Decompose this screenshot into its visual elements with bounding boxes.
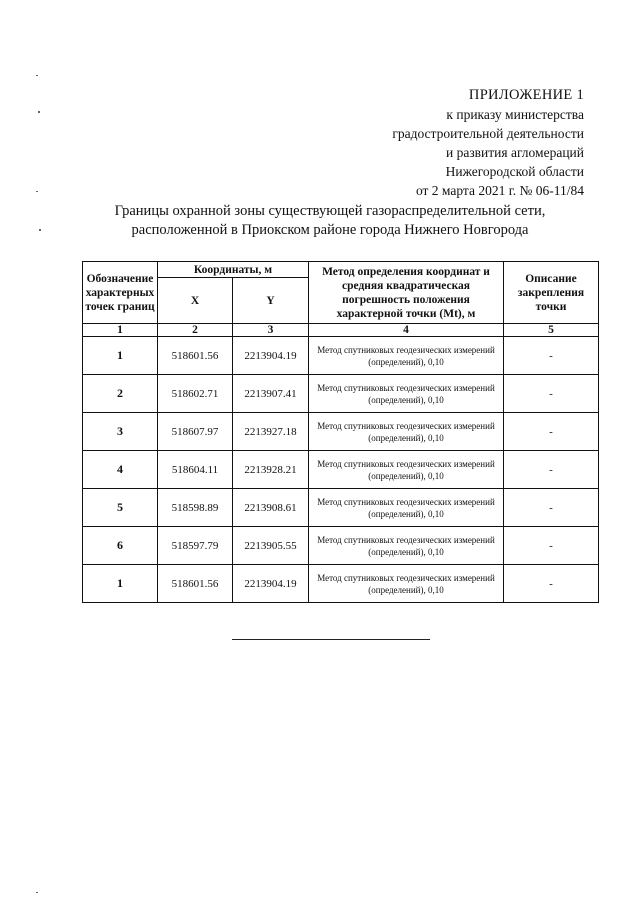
method-cell: Метод спутниковых геодезических измерений (определений), 0,10 [309,565,504,603]
description-cell: - [504,451,599,489]
header-designation: Обозначение характерных точек границ [83,262,158,324]
coord-x: 518601.56 [158,565,233,603]
point-number: 1 [83,337,158,375]
coord-y: 2213904.19 [233,337,309,375]
coord-x: 518602.71 [158,375,233,413]
description-cell: - [504,565,599,603]
table-row [83,489,599,527]
description-cell: - [504,527,599,565]
coord-y: 2213904.19 [233,565,309,603]
header-method: Метод определения координат и средняя квадратическая погрешность положения характерной точки (Mt), м [309,262,504,324]
header-coordinates: Координаты, м [158,262,309,278]
coordinates-table [82,261,599,603]
header-y: Y [233,278,309,324]
method-cell: Метод спутниковых геодезических измерений (определений), 0,10 [309,527,504,565]
column-number: 2 [158,324,233,337]
point-number: 3 [83,413,158,451]
point-number: 6 [83,527,158,565]
description-cell: - [504,489,599,527]
scan-speck [36,191,38,192]
document-title-line: расположенной в Приокском районе города Нижнего Новгорода [131,222,529,238]
coord-x: 518607.97 [158,413,233,451]
table-row [83,527,599,565]
document-title [60,202,600,240]
point-number: 1 [83,565,158,603]
scan-speck [39,229,41,231]
point-number: 2 [83,375,158,413]
method-cell: Метод спутниковых геодезических измерений (определений), 0,10 [309,451,504,489]
column-number: 1 [83,324,158,337]
coord-x: 518598.89 [158,489,233,527]
coord-y: 2213928.21 [233,451,309,489]
table-row [83,413,599,451]
coord-y: 2213927.18 [233,413,309,451]
header-description: Описание закрепления точки [504,262,599,324]
description-cell: - [504,413,599,451]
method-cell: Метод спутниковых геодезических измерений (определений), 0,10 [309,375,504,413]
method-cell: Метод спутниковых геодезических измерений (определений), 0,10 [309,337,504,375]
closing-rule [232,639,430,640]
description-cell: - [504,375,599,413]
appendix-date: от 2 марта 2021 г. № 06-11/84 [415,183,584,198]
method-cell: Метод спутниковых геодезических измерений (определений), 0,10 [309,489,504,527]
table-row [83,565,599,603]
coord-y: 2213908.61 [233,489,309,527]
appendix-title: ПРИЛОЖЕНИЕ 1 [468,87,584,103]
column-number: 4 [309,324,504,337]
coord-y: 2213907.41 [233,375,309,413]
coord-x: 518604.11 [158,451,233,489]
appendix-line: Нижегородской области [445,164,584,179]
header-x: X [158,278,233,324]
table-row [83,375,599,413]
coord-x: 518601.56 [158,337,233,375]
table-row [83,337,599,375]
scan-speck [36,75,38,76]
column-number: 5 [504,324,599,337]
appendix-line: и развития агломераций [445,145,584,160]
scan-speck [38,111,40,113]
column-number: 3 [233,324,309,337]
table-row [83,451,599,489]
appendix-line: к приказу министерства [446,107,584,122]
appendix-line: градостроительной деятельности [392,126,584,141]
point-number: 5 [83,489,158,527]
point-number: 4 [83,451,158,489]
document-title-line: Границы охранной зоны существующей газораспределительной сети, [114,203,546,219]
scan-speck [36,892,38,893]
appendix-block [392,86,584,200]
method-cell: Метод спутниковых геодезических измерений (определений), 0,10 [309,413,504,451]
coord-x: 518597.79 [158,527,233,565]
description-cell: - [504,337,599,375]
coord-y: 2213905.55 [233,527,309,565]
